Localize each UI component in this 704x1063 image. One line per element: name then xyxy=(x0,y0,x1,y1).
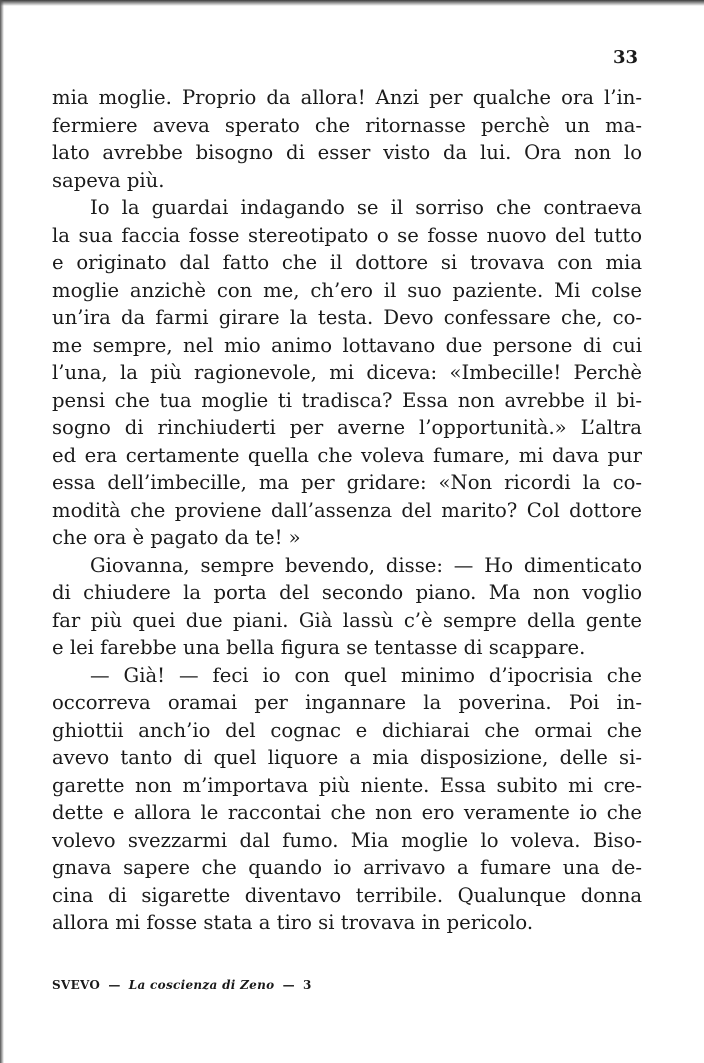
page-footer xyxy=(52,978,312,992)
text-line: gnava sapere che quando io arrivavo a fumare una de- xyxy=(52,856,642,879)
footer-author: SVEVO xyxy=(52,978,101,992)
text-line: me sempre, nel mio animo lottavano due persone di cui xyxy=(52,333,642,357)
text-line: la sua faccia fosse stereotipato o se fosse nuovo del tutto xyxy=(52,223,642,247)
text-line: l’una, la più ragionevole, mi diceva: «Imbecille! Perchè xyxy=(52,361,642,384)
text-line: un’ira da farmi girare la testa. Devo confessare che, co- xyxy=(52,306,642,329)
text-line: e originato dal fatto che il dottore si trovava con mia xyxy=(52,251,642,274)
text-line: ed era certamente quella che voleva fumare, mi dava pur xyxy=(52,443,642,467)
paragraph-2 xyxy=(52,194,642,552)
text-line: allora mi fosse stata a tiro si trovava in pericolo. xyxy=(52,911,534,934)
text-line: moglie anzichè con me, ch’ero il suo paziente. Mi colse xyxy=(52,278,642,302)
text-line: occorreva oramai per ingannare la poverina. Poi in- xyxy=(52,691,642,714)
text-line: pensi che tua moglie ti tradisca? Essa non avrebbe il bi- xyxy=(52,388,642,412)
text-line: avevo tanto di quel liquore a mia disposizione, delle si- xyxy=(52,746,642,769)
footer-separator: — xyxy=(108,978,121,992)
footer-book-title: La coscienza di Zeno xyxy=(128,978,275,992)
text-line: di chiudere la porta del secondo piano. Ma non voglio xyxy=(52,581,642,604)
text-line: che ora è pagato da te! » xyxy=(52,526,301,549)
page-edge-shadow-top xyxy=(0,0,704,6)
text-line: e lei farebbe una bella figura se tentasse di scappare. xyxy=(52,636,586,659)
text-line: sogno di rinchiuderti per averne l’opportunità.» L’altra xyxy=(52,416,642,439)
text-line: cina di sigarette diventavo terribile. Qualunque donna xyxy=(52,883,642,907)
paragraph-3 xyxy=(52,552,642,662)
text-line: ghiottii anch’io del cognac e dichiarai che ormai che xyxy=(52,718,642,742)
text-line: dette e allora le raccontai che non ero veramente io che xyxy=(52,801,642,824)
text-line: volevo svezzarmi dal fumo. Mia moglie lo voleva. Biso- xyxy=(52,828,642,852)
text-line: modità che proviene dall’assenza del marito? Col dottore xyxy=(52,498,642,522)
text-line: mia moglie. Proprio da allora! Anzi per qualche ora l’in- xyxy=(52,86,642,109)
paragraph-1 xyxy=(52,84,642,194)
page-number: 33 xyxy=(612,47,638,68)
text-line: garette non m’importava più niente. Essa subito mi cre- xyxy=(52,773,642,797)
page-edge-shadow-left xyxy=(0,0,4,1063)
text-line: Giovanna, sempre bevendo, disse: — Ho dimenticato xyxy=(90,553,642,577)
text-line: — Già! — feci io con quel minimo d’ipocrisia che xyxy=(90,663,642,687)
text-line: Io la guardai indagando se il sorriso che contraeva xyxy=(90,196,642,219)
body-text xyxy=(52,84,642,937)
text-line: lato avrebbe bisogno di esser visto da lui. Ora non lo xyxy=(52,141,642,164)
text-line: sapeva più. xyxy=(52,168,165,192)
footer-separator: — xyxy=(282,978,295,992)
paragraph-4 xyxy=(52,662,642,937)
footer-signature-number: 3 xyxy=(303,978,312,992)
text-line: far più quei due piani. Già lassù c’è sempre della gente xyxy=(52,608,642,632)
text-line: fermiere aveva sperato che ritornasse perchè un ma- xyxy=(52,113,642,137)
text-line: essa dell’imbecille, ma per gridare: «Non ricordi la co- xyxy=(52,471,642,494)
